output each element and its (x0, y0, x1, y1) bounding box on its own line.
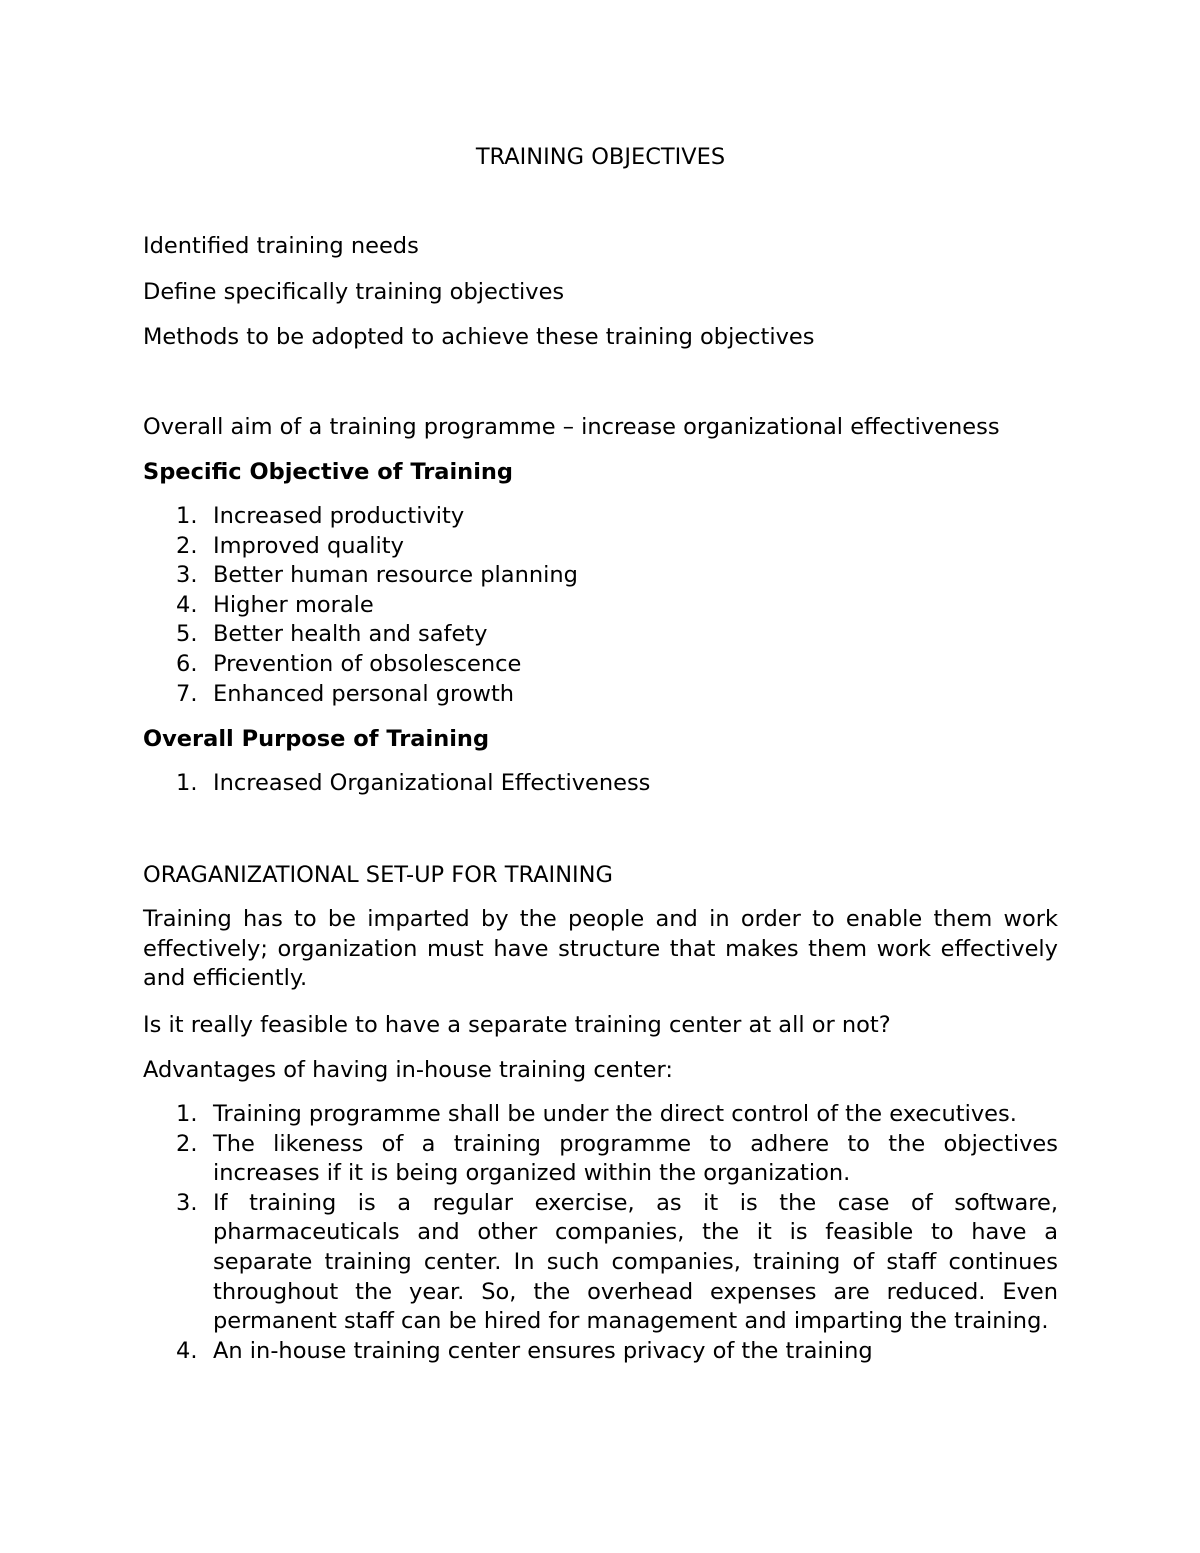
list-item: 2. The likeness of a training programme to adhere to the objectives increases if it is being organized within the organization. (176, 1130, 1058, 1187)
list-item: 7. Enhanced personal growth (176, 680, 515, 707)
list-item: 5. Better health and safety (176, 621, 488, 648)
list-item: 1. Increased Organizational Effectiveness (176, 770, 651, 796)
intro-line-3: Methods to be adopted to achieve these training objectives (143, 324, 815, 350)
org-setup-paragraph: Training has to be imparted by the people and in order to enable them work effectively; organization must have structure that makes them work effectively and efficiently. (143, 906, 1058, 991)
specific-objectives-heading: Specific Objective of Training (143, 459, 514, 485)
list-item: 6. Prevention of obsolescence (176, 650, 522, 677)
list-item: 4. An in-house training center ensures privacy of the training (176, 1337, 873, 1364)
overall-aim: Overall aim of a training programme – increase organizational effectiveness (143, 414, 1000, 440)
org-setup-heading: ORAGANIZATIONAL SET-UP FOR TRAINING (143, 862, 613, 888)
list-item: 1. Increased productivity (176, 503, 465, 529)
feasibility-question: Is it really feasible to have a separate training center at all or not? (143, 1012, 891, 1038)
advantages-label: Advantages of having in-house training center: (143, 1057, 673, 1083)
overall-purpose-list (143, 769, 1058, 799)
overall-purpose-heading: Overall Purpose of Training (143, 726, 490, 752)
intro-line-2: Define specifically training objectives (143, 279, 565, 305)
document-title: TRAINING OBJECTIVES (475, 144, 726, 170)
advantages-list (143, 1100, 1058, 1366)
list-item: 2. Improved quality (176, 532, 404, 559)
list-item: 3. Better human resource planning (176, 562, 578, 589)
intro-line-1: Identified training needs (143, 233, 419, 259)
document-page (143, 0, 1058, 1553)
list-item: 1. Training programme shall be under the direct control of the executives. (176, 1101, 1017, 1127)
list-item: 4. Higher morale (176, 591, 374, 618)
list-item: 3. If training is a regular exercise, as it is the case of software, pharmaceuticals and other companies, the it is feasible to have a separate training center. In such companies, training of staff continues throughout the year. So, the overhead expenses are reduced. Even permanent staff can be hired for management and imparting the training. (176, 1189, 1058, 1335)
specific-objectives-list (143, 502, 1058, 709)
